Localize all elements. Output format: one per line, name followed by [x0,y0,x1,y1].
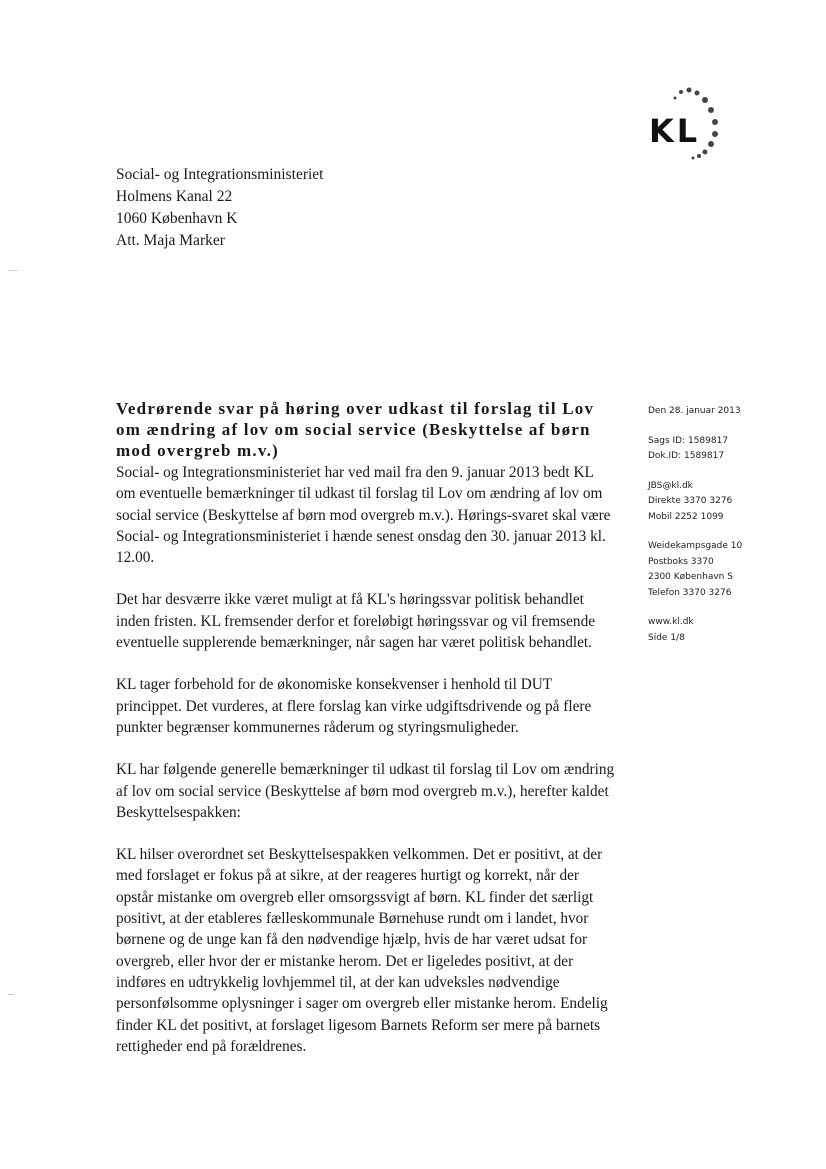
paragraph: KL tager forbehold for de økonomiske konsekvenser i henhold til DUT princippet. Det vurderes, at flere forslag kan virke udgiftsdrivende og på flere punkter begrænser kommunernes råderum og styringsmuligheder. [116,676,592,736]
street-address: Weidekampsgade 10 [648,541,743,551]
sender-email: JBS@kl.dk [648,480,693,491]
dok-id: Dok.ID: 1589817 [648,451,725,461]
paragraph: Det har desværre ikke været muligt at få KL's høringssvar politisk behandlet inden fristen. KL fremsender derfor et foreløbigt høringssvar og vil fremsende eventuelle supplerende bemærkninger, når sagen har været politisk behandlet. [116,591,596,652]
letter-body [116,462,616,1078]
direct-phone: Direkte 3370 3276 [648,496,733,506]
website: www.kl.dk [648,617,694,627]
city: 2300 København S [648,572,733,582]
paragraph: KL har følgende generelle bemærkninger til udkast til forslag til Lov om ændring af lov om social service (Beskyttelse af børn mod overgreb m.v.), herefter kaldet Beskyttelsespakken: [116,761,615,821]
logo-text: KL [649,112,701,150]
sags-id: Sags ID: 1589817 [648,435,729,446]
address-line: Att. Maja Marker [116,232,225,249]
mobile-phone: Mobil 2252 1099 [648,511,724,522]
address-line: Holmens Kanal 22 [116,188,233,205]
page-number: Side 1/8 [648,632,685,643]
recipient-address [116,164,323,252]
letter-heading: Vedrørende svar på høring over udkast til forslag til Lov om ændring af lov om social service (Beskyttelse af børn mod overgreb m.v.) [116,399,595,460]
sender-info-sidebar [648,404,818,660]
address-line: 1060 København K [116,210,238,227]
letter-date: Den 28. januar 2013 [648,406,741,416]
paragraph: Social- og Integrationsministeriet har ved mail fra den 9. januar 2013 bedt KL om eventuelle bemærkninger til udkast til forslag til Lov om ændring af lov om social service (Beskyttelse af børn mod overgreb m.v.). Hørings-svaret skal være Social- og Integrationsministeriet i hænde senest onsdag den 30. januar 2013 kl. 12.00. [116,464,611,567]
fold-mark [8,270,18,271]
paragraph: KL hilser overordnet set Beskyttelsespakken velkommen. Det er positivt, at der med forslaget er fokus på at sikre, at der reageres hurtigt og korrekt, når der opstår mistanke om overgreb eller omsorgssvigt af børn. KL finder det særligt positivt, at der etableres fælleskommunale Børnehuse rundt om i landet, hvor børnene og de unge kan få den nødvendige hjælp, hvis de har været udsat for overgreb, eller hvor der er mistanke herom. Det er ligeledes positivt, at der indføres en udtrykkelig lovhjemmel til, at der kan udveksles nødvendige personfølsomme oplysninger i sager om overgreb eller mistanke herom. Endelig finder KL det positivt, at forslaget ligesom Barnets Reform ser mere på barnets rettigheder end på forældrenes. [116,846,608,1055]
po-box: Postboks 3370 [648,556,714,567]
fold-mark [8,994,14,995]
address-line: Social- og Integrationsministeriet [116,166,324,183]
main-phone: Telefon 3370 3276 [648,587,732,598]
kl-logo [645,82,745,172]
